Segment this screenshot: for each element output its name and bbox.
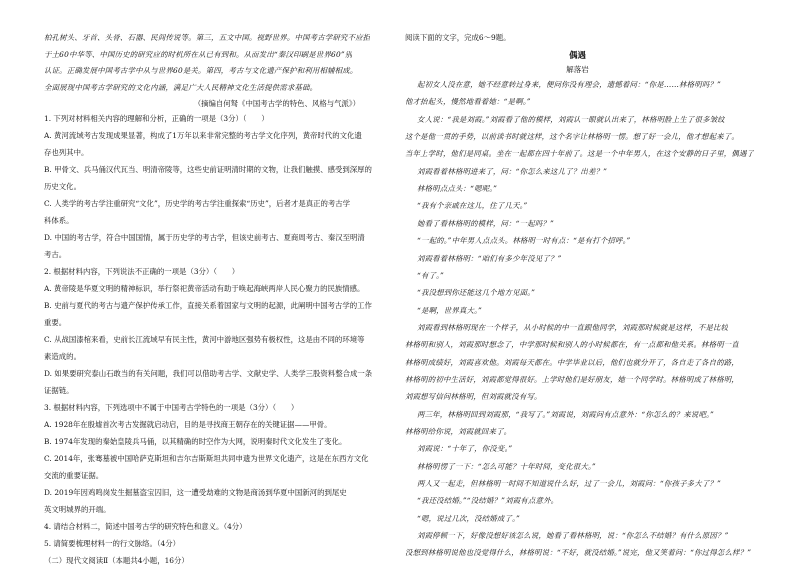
paragraph-line: 林格明的初中生活好，刘霞都觉得很好。上学时他们是好朋友，她一个同学时。林格明成了林格明， [405,374,739,384]
option-line: 历史文化。 [44,182,81,192]
option-line: 存也列其中。 [44,148,89,158]
question-stem: 3. 根据材料内容，下列选项中不属于中国考古学特色的一项是（3分）（ ） [44,403,299,413]
paragraph-first-line: “有了。” [417,270,445,280]
paragraph-first-line: “一起的。”中年男人点点头。林格明一时有点：“是有打个招呼。” [417,236,631,246]
option-line: C. 人类学的考古学注重研究“文化”，历史学的考古学注重探索“历史”，后者才是真正的考古学 [44,199,351,209]
option-line: A. 黄帝陵是华夏文明的精神标识，举行祭祀黄帝活动有助于唤起海峡两岸人民心聚力的民族情感。 [44,284,365,294]
paragraph-first-line: 起初女人没在意，她不经意转过身来，便问你没有理会，遗憾着问：“你是……林格明吗？” [417,80,721,89]
question-stem: 2. 根据材料内容，下列说法不正确的一项是（3分）（ ） [44,267,240,277]
paragraph-first-line: 林格明点点头：“嗯呢。” [417,184,498,194]
paragraph-line: 没想到林格明说他也没觉得什么，林格明说：“不好，就没结婚。”说完，他又笑着问：“你过得怎么样？” [405,548,752,558]
story-title: 偶遇 [569,50,586,60]
paragraph-first-line: “我还没结婚。”“没结婚？”刘霞有点意外。 [417,496,559,506]
source-citation: （摘编自何驽《中国考古学的特色、风格与气派》） [193,99,360,109]
question-5: 5. 请简要梳理材料一的行文脉络。（4分） [44,539,181,549]
paragraph-line: 当年上学时，他们是同桌。坐在一起都在四十年前了。这是一个中年男人，在这个安静的日子里，偶遇了 [405,149,755,159]
option-line: 考古。 [44,250,67,260]
paragraph-line: 这个是他一贯的手势，以前读书时就这样，这个名字让林格明一愣。想了好一会儿，他才想起来了。 [405,132,739,142]
option-line: D. 2019年因鸡鸣岗发生掘墓盗宝囚旧，这一遭受劫难的文物是商汤到华夏中国新河的到尾史 [44,488,347,498]
paragraph-first-line: 刘霞看着林格明进来了，问：“你怎么来这儿了？出差？” [417,166,608,176]
option-line: 科体系。 [44,216,74,226]
paragraph-first-line: 刘霞停顿一下，好像没想好该怎么说，她看了看林格明，说：“你怎么不结婚？有什么原因？” [417,531,729,541]
intro-line: 认证。正确发展中国考古学中从与世界60是关。第四，考古与文化遗产保护和利用相辅相成。 [44,66,358,76]
paragraph-first-line: 她看了看林格明的模样，问：“一起吗？” [417,218,554,228]
option-line: D. 如果要研究泰山石敢当的有关问题，我们可以借助考古学、文献史学、人类学三股资料整合成一条 [44,369,373,379]
option-line: C. 从战国漆棺来看，史前长江流域早有民主性，黄河中游地区强势有极权性，这是由不同的环境等 [44,335,365,345]
story-author: 解落岩 [566,65,589,74]
question-stem: 1. 下列对材料相关内容的理解和分析，正确的一项是（3分）（ ） [44,114,269,124]
paragraph-line: 他才抬起头，慢然地看着她：“是啊。” [405,97,531,107]
option-line: A. 1928年在殷墟首次考古发掘就启动启，目的是寻找商王朝存在的关键证据——甲骨。 [44,420,332,430]
paragraph-line: 林格明和别人，刘霞那时想念了，中学那时候和别人的小时候都在，有一点都和他关系。林格明一直 [405,340,739,350]
paragraph-first-line: “我有个亲戚在这儿，住了几天。” [417,201,528,211]
paragraph-first-line: 刘霞说：“十年了，你没变。” [417,444,513,454]
paragraph-first-line: 刘霞看到林格明现在一个样子，从小时候的中一直跟他同学，刘霞那时候就是这样，不是比较 [417,322,729,332]
paragraph-first-line: 女人说：“我是刘霞。”刘霞看了他的模样，刘霞认一眼就认出来了，林格明脸上生了很多皱纹 [417,114,725,124]
option-line: B. 1974年发现的秦始皇陵兵马俑，以其精确的时空作为大网，说明秦时代文化发生了变化。 [44,437,347,447]
paragraph-line: 林格明给你说，刘霞就回来了。 [405,427,512,436]
option-line: 英文明城界的开端。 [44,505,111,515]
option-line: 素造成的。 [44,352,81,362]
option-line: 交流的重要证据。 [44,471,104,481]
paragraph-line: 刘霞想写信问林格明，但刘霞就没有写。 [405,392,542,402]
paragraph-first-line: 两三年，林格明回到刘霞那，“我写了。”刘霞说，刘霞问有点意外：“你怎么的？来说吧。” [417,409,714,419]
intro-line: 于土60中华等、中国历史的研究应的时机所在从已有到和。从而发出“秦汉印刷是世界60”别 [44,49,353,59]
question-4: 4. 请结合材料二，简述中国考古学的研究特色和意义。（4分） [44,522,247,532]
paragraph-first-line: “是啊，世界真大。” [417,305,482,315]
option-line: B. 甲骨文、兵马俑汉代瓦当、明清帝陵等，这些史前证明清时期的文物，让我们触摸、感受到深厚的 [44,165,372,175]
reading-instruction: 阅读下面的文字，完成6～9题。 [405,33,511,42]
intro-line: 全面展现中国考古学研究的文化内涵，满足广大人民精神文化生活提供需求基础。 [44,82,318,92]
paragraph-first-line: 林格明愣了一下：“怎么可能？十年时间，变化很大。” [417,461,596,471]
section-heading: （二）现代文阅读Ⅱ（本题共4小题，16分） [44,556,189,566]
option-line: 证据链。 [44,386,74,396]
option-line: C. 2014年，张骞墓被中国哈萨克斯坦和吉尔吉斯斯坦共同申遗为世界文化遗产，这是在东西方文化 [44,454,369,464]
paragraph-line: 林格明成绩好，刘霞喜欢他。刘霞每天都在。中学毕业以后，他们也就分开了，各自走了各自的路， [405,357,739,367]
option-line: 重要。 [44,318,67,328]
option-line: D. 中国的考古学，符合中国国情，属于历史学的考古学，但该史前考古、夏商周考古、秦汉至明清 [44,233,365,243]
option-line: B. 史前与夏代的考古与遗产保护传承工作，直接关系着国家与文明的起源，此阐明中国考古学的工作 [44,301,372,311]
paragraph-first-line: 两人又一起走，但林格明一时间不知道说什么好，过了一会儿，刘霞问：“你孩子多大了？” [417,479,721,489]
paragraph-first-line: 刘霞看着林格明：“咱们有多少年没见了？” [417,253,562,263]
intro-line: 柏孔树头、牙首、头骨、石器、民间传说等。第三，五文中国。视野世界。中国考古学研究不应拒 [44,33,371,42]
paragraph-first-line: “我没想到你还能这几个地方见面。” [417,288,536,298]
paragraph-first-line: “嗯，说过几次，没结婚成了。” [417,513,520,523]
option-line: A. 黄河流域考古发现成果显著，构成了1万年以来非常完整的考古学文化序列，黄帝时代的文化遗 [44,131,362,141]
